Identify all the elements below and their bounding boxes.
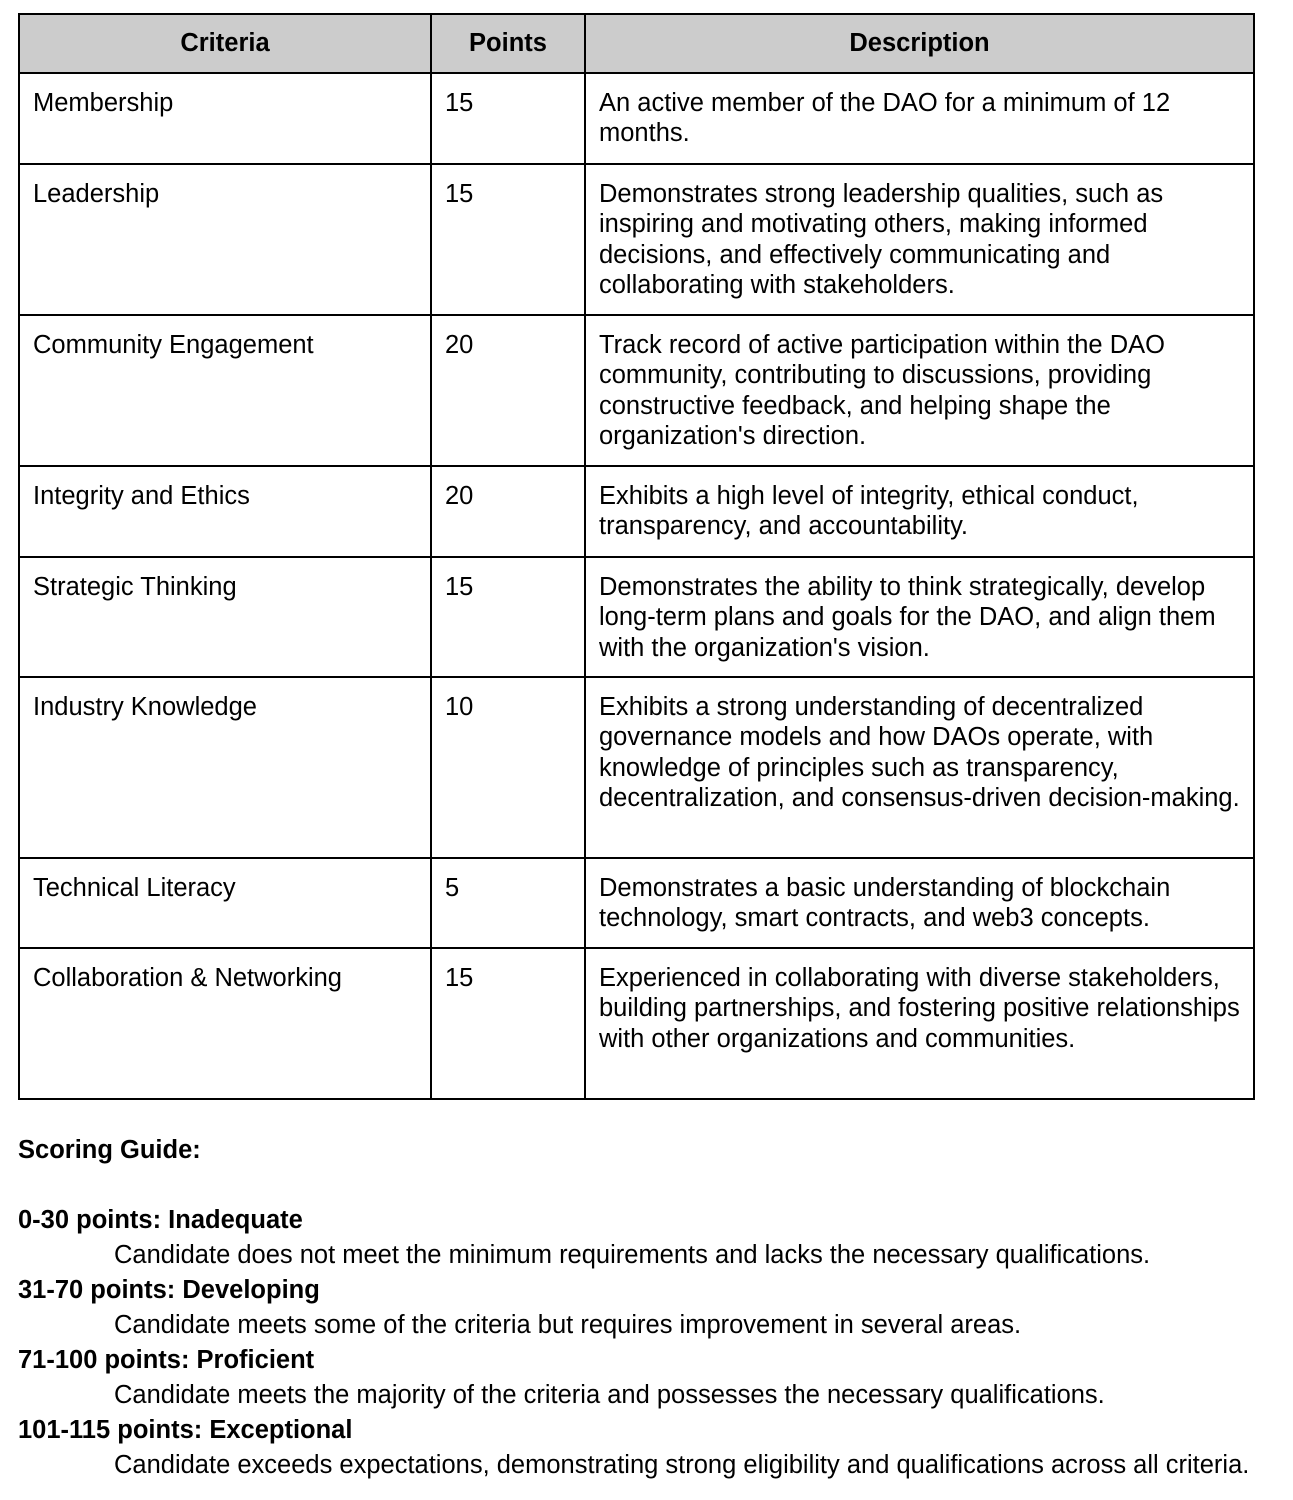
table-row (19, 164, 1254, 315)
scoring-level-heading: 0-30 points: Inadequate (18, 1206, 303, 1234)
row-points: 15 (431, 73, 585, 164)
row-description: Track record of active participation within the DAO community, contributing to discussions, providing constructive feedback, and helping shape the organization's direction. (585, 315, 1254, 466)
scoring-level (18, 1343, 1288, 1413)
row-points: 15 (431, 948, 585, 1099)
row-points: 10 (431, 677, 585, 858)
row-description: Exhibits a strong understanding of decentralized governance models and how DAOs operate, with knowledge of principles such as transparency, decentralization, and consensus-driven decision-making. (585, 677, 1254, 858)
row-description: Demonstrates a basic understanding of blockchain technology, smart contracts, and web3 concepts. (585, 858, 1254, 948)
row-criteria: Community Engagement (19, 315, 431, 466)
table-row (19, 557, 1254, 677)
row-description: An active member of the DAO for a minimum of 12 months. (585, 73, 1254, 164)
row-points: 20 (431, 466, 585, 557)
row-points: 5 (431, 858, 585, 948)
row-criteria: Collaboration & Networking (19, 948, 431, 1099)
scoring-level-description: Candidate meets the majority of the criteria and possesses the necessary qualifications. (114, 1381, 1105, 1409)
row-description: Demonstrates the ability to think strategically, develop long-term plans and goals for the DAO, and align them with the organization's vision. (585, 557, 1254, 677)
scoring-level (18, 1273, 1288, 1343)
table-row (19, 948, 1254, 1099)
scoring-guide-title: Scoring Guide: (18, 1136, 201, 1164)
row-criteria: Leadership (19, 164, 431, 315)
scoring-level-heading: 31-70 points: Developing (18, 1276, 320, 1304)
row-description: Exhibits a high level of integrity, ethical conduct, transparency, and accountability. (585, 466, 1254, 557)
row-criteria: Technical Literacy (19, 858, 431, 948)
scoring-level-heading: 71-100 points: Proficient (18, 1346, 315, 1374)
scoring-level-heading: 101-115 points: Exceptional (18, 1416, 353, 1444)
row-points: 15 (431, 164, 585, 315)
row-points: 15 (431, 557, 585, 677)
row-criteria: Industry Knowledge (19, 677, 431, 858)
table-row (19, 73, 1254, 164)
row-criteria: Integrity and Ethics (19, 466, 431, 557)
header-description: Description (585, 14, 1254, 73)
table-header-row (19, 14, 1254, 73)
header-criteria: Criteria (19, 14, 431, 73)
row-criteria: Membership (19, 73, 431, 164)
table-row (19, 677, 1254, 858)
scoring-guide (18, 1133, 1288, 1483)
row-description: Demonstrates strong leadership qualities, such as inspiring and motivating others, making informed decisions, and effectively communicating and collaborating with stakeholders. (585, 164, 1254, 315)
header-points: Points (431, 14, 585, 73)
table-row (19, 858, 1254, 948)
row-points: 20 (431, 315, 585, 466)
scoring-level-description: Candidate meets some of the criteria but requires improvement in several areas. (114, 1311, 1022, 1339)
scoring-level-description: Candidate does not meet the minimum requirements and lacks the necessary qualifications. (114, 1241, 1151, 1269)
row-criteria: Strategic Thinking (19, 557, 431, 677)
row-description: Experienced in collaborating with diverse stakeholders, building partnerships, and fostering positive relationships with other organizations and communities. (585, 948, 1254, 1099)
criteria-table (18, 13, 1255, 1100)
table-row (19, 315, 1254, 466)
scoring-level (18, 1413, 1288, 1483)
table-row (19, 466, 1254, 557)
scoring-level (18, 1203, 1288, 1273)
scoring-level-description: Candidate exceeds expectations, demonstrating strong eligibility and qualifications across all criteria. (114, 1451, 1250, 1479)
